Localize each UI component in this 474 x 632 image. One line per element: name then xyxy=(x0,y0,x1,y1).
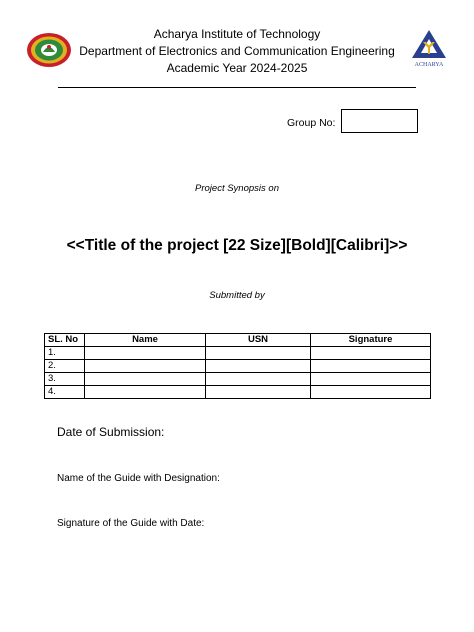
project-title: <<Title of the project [22 Size][Bold][Calibri]>> xyxy=(66,237,408,254)
table-header-row xyxy=(45,334,431,347)
cell-sl-no: 2. xyxy=(45,360,85,373)
header-sl-no: SL. No xyxy=(45,334,85,347)
acharya-logo-text: ACHARYA xyxy=(414,62,444,68)
team-members-table xyxy=(44,333,431,399)
group-no-label: Group No: xyxy=(287,117,336,129)
academic-year: Academic Year 2024-2025 xyxy=(166,61,308,75)
group-no-box[interactable] xyxy=(341,109,418,133)
cell-name[interactable] xyxy=(85,373,206,386)
date-of-submission-label: Date of Submission: xyxy=(57,425,165,439)
institute-name: Acharya Institute of Technology xyxy=(153,27,321,41)
table-row xyxy=(45,360,431,373)
cell-signature[interactable] xyxy=(311,347,431,360)
cell-usn[interactable] xyxy=(206,373,311,386)
header-name: Name xyxy=(85,334,206,347)
cell-signature[interactable] xyxy=(311,386,431,399)
header-usn: USN xyxy=(206,334,311,347)
cell-usn[interactable] xyxy=(206,386,311,399)
department-name: Department of Electronics and Communication Engineering xyxy=(79,44,395,58)
cell-sl-no: 3. xyxy=(45,373,85,386)
cell-name[interactable] xyxy=(85,386,206,399)
cell-name[interactable] xyxy=(85,360,206,373)
cell-signature[interactable] xyxy=(311,373,431,386)
cell-sl-no: 4. xyxy=(45,386,85,399)
synopsis-label: Project Synopsis on xyxy=(195,183,279,194)
table-row xyxy=(45,386,431,399)
cell-signature[interactable] xyxy=(311,360,431,373)
guide-signature-label: Signature of the Guide with Date: xyxy=(57,518,205,529)
cell-name[interactable] xyxy=(85,347,206,360)
header-divider xyxy=(58,87,416,88)
acharya-logo xyxy=(410,28,448,68)
header-signature: Signature xyxy=(311,334,431,347)
submitted-by-label: Submitted by xyxy=(209,290,265,301)
table-row xyxy=(45,373,431,386)
cell-usn[interactable] xyxy=(206,347,311,360)
guide-designation-label: Name of the Guide with Designation: xyxy=(57,473,220,484)
cell-sl-no: 1. xyxy=(45,347,85,360)
cell-usn[interactable] xyxy=(206,360,311,373)
table-row xyxy=(45,347,431,360)
